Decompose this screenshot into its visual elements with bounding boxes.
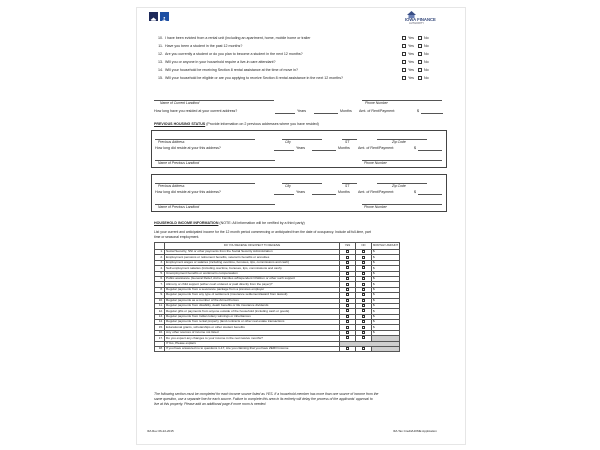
question-11-no-label: No	[424, 44, 429, 48]
income-row-text: Regular payments from disability, death benefits or life insurance dividends	[165, 303, 340, 308]
income-row-text: Employment wages or salaries (including overtime, bonuses, tips, commissions and cash)	[165, 260, 340, 265]
income-row-text: Regular payments as a member of the Armed Forces	[165, 298, 340, 303]
income-row-num: 14.	[155, 320, 165, 325]
income-row-no-checkbox[interactable]	[362, 283, 365, 286]
income-row-amount-field[interactable]: $	[372, 266, 400, 271]
income-row-no-checkbox[interactable]	[362, 326, 365, 329]
income-row-text: If you have answered no to questions 1-17, Are you claiming that you have ZERO income	[165, 347, 340, 352]
question-13-yes-label: Yes	[408, 60, 414, 64]
income-row-amount-field[interactable]: $	[372, 298, 400, 303]
prev2-phone-label: Phone Number	[364, 205, 387, 209]
income-row-text: Regular gifts or payments from anyone outside of the household (including cash or goods)	[165, 309, 340, 314]
income-row-no-checkbox[interactable]	[362, 256, 365, 259]
prev1-landlord-label: Name of Previous Landlord	[158, 161, 200, 165]
prev2-zip-label: Zip Code	[392, 184, 406, 188]
income-row-text: Do you expect any changes to your income in the next twelve months?	[165, 336, 340, 341]
current-years-field[interactable]	[275, 113, 295, 114]
question-11-yes-checkbox[interactable]	[402, 44, 406, 48]
income-row-num: 18.	[155, 347, 165, 352]
income-row-no-checkbox[interactable]	[362, 261, 365, 264]
prev2-months-label: Months	[338, 190, 350, 194]
income-row-amount-field[interactable]: $	[372, 309, 400, 314]
income-row-no-checkbox[interactable]	[362, 304, 365, 307]
prev2-rent-label: Amt. of Rent/Payment:	[358, 190, 395, 194]
question-13-no-label: No	[424, 60, 429, 64]
income-row-yes-checkbox[interactable]	[346, 277, 349, 280]
prev2-rent-field[interactable]	[418, 194, 442, 195]
question-15-yes-checkbox[interactable]	[402, 76, 406, 80]
income-row-text: Employment pensions or retirement benefits, veteran's benefits or annuities	[165, 255, 340, 260]
income-row-text: Regular payments from rental property (land contracts or other real estate transactions	[165, 320, 340, 325]
footer-revision: IFA Rev 06-22-2015	[147, 429, 174, 433]
income-row-no-checkbox[interactable]	[362, 331, 365, 334]
income-row-text: Self-employment salaries (including overtime, bonuses, tips, commissions and cash)	[165, 266, 340, 271]
question-12-yes-label: Yes	[408, 52, 414, 56]
income-row-amount-field[interactable]: $	[372, 287, 400, 292]
income-row-yes-checkbox[interactable]	[346, 331, 349, 334]
income-row-amount-field[interactable]: $	[372, 325, 400, 330]
current-rent-label: Amt. of Rent/Payment:	[359, 109, 396, 113]
income-row-text: Regular payments from Indian lottery winnings or inheritances	[165, 314, 340, 319]
income-row-yes-checkbox[interactable]	[346, 320, 349, 323]
income-row-text: Alimony or child support (either court ordered or paid directly from the payer)?	[165, 282, 340, 287]
question-15-no-label: No	[424, 76, 429, 80]
income-table	[154, 242, 400, 352]
income-row-no-checkbox[interactable]	[362, 320, 365, 323]
prev1-years-field[interactable]	[274, 150, 294, 151]
question-11-no-checkbox[interactable]	[418, 44, 422, 48]
question-13: 13. Will you or anyone in your household require a live-in care attendant?	[158, 60, 276, 64]
income-row-no-checkbox[interactable]	[362, 299, 365, 302]
prev1-rent-label: Amt. of Rent/Payment:	[358, 146, 395, 150]
logo-subtitle: AUTHORITY	[409, 22, 424, 25]
income-row-num: 2.	[155, 255, 165, 260]
income-row-amount-field[interactable]: $	[372, 293, 400, 298]
income-row-amount-field[interactable]: $	[372, 250, 400, 255]
footer-paragraph-2: same question, use a separate line for each source. Failure to complete this area in its entirety will delay the process of the applicants' approval to	[154, 397, 373, 401]
prev1-rent-dollar: $	[414, 146, 416, 150]
income-row-no-checkbox[interactable]	[362, 347, 365, 350]
income-row-no-checkbox[interactable]	[362, 288, 365, 291]
question-13-yes-checkbox[interactable]	[402, 60, 406, 64]
income-row-yes-checkbox[interactable]	[346, 336, 349, 339]
prev2-address-label: Previous Address	[158, 184, 185, 188]
question-10-no-checkbox[interactable]	[418, 36, 422, 40]
question-12-yes-checkbox[interactable]	[402, 52, 406, 56]
question-14: 14. Will your household be receiving Section 8 rental assistance at the time of move in?	[158, 68, 299, 72]
equal-housing-opportunity-icon	[149, 12, 158, 21]
income-row-text: Any other sources of income not listed	[165, 330, 340, 335]
income-row-yes-checkbox[interactable]	[346, 261, 349, 264]
income-row-num: 4.	[155, 266, 165, 271]
prev1-resided-label: How long did reside at your this address?	[155, 146, 221, 150]
prev1-months-field[interactable]	[312, 150, 336, 151]
question-12-no-checkbox[interactable]	[418, 52, 422, 56]
footer-form-title: IFA Tax Credit/HOME Application	[393, 429, 437, 433]
col-yes-header: YES	[340, 243, 356, 250]
question-12-no-label: No	[424, 52, 429, 56]
income-row-no-checkbox[interactable]	[362, 315, 365, 318]
prev2-city-label: City	[285, 184, 291, 188]
income-row-amount-field[interactable]: $	[372, 260, 400, 265]
income-row-num: 16.	[155, 330, 165, 335]
previous-housing-heading: PREVIOUS HOUSING STATUS (Provide information on 2 previous addresses where you have resided)	[154, 122, 319, 126]
income-row-yes-checkbox[interactable]	[346, 272, 349, 275]
income-row-num: 5.	[155, 271, 165, 276]
income-instructions-2: time or seasonal employment.	[154, 235, 200, 239]
prev1-phone-label: Phone Number	[364, 161, 387, 165]
income-row-text: Public assistance (General Relief, Aid to Families w/Dependent Children or other such support	[165, 276, 340, 281]
form-page	[137, 8, 465, 444]
income-row-amount-field[interactable]: $	[372, 320, 400, 325]
prev2-years-field[interactable]	[274, 194, 294, 195]
question-14-no-checkbox[interactable]	[418, 68, 422, 72]
income-row-no-checkbox[interactable]	[362, 293, 365, 296]
income-row-no-checkbox[interactable]	[362, 266, 365, 269]
previous-address-box-2	[151, 174, 447, 212]
footer-paragraph-1: The following section must be completed for each income source listed as YES. If a household member has more than one source of income from the	[154, 392, 379, 396]
question-10-yes-checkbox[interactable]	[402, 36, 406, 40]
income-row-amount-field[interactable]: $	[372, 276, 400, 281]
income-row-no-checkbox[interactable]	[362, 250, 365, 253]
col-no-header: NO	[356, 243, 372, 250]
prev1-months-label: Months	[338, 146, 350, 150]
prev2-st-label: ST	[345, 184, 350, 188]
income-row-text: Unemployment benefits or workman's compensation	[165, 271, 340, 276]
current-rent-field[interactable]	[421, 113, 443, 114]
income-row-num: 1.	[155, 250, 165, 255]
question-10-no-label: No	[424, 36, 429, 40]
prev1-years-label: Years	[296, 146, 306, 150]
income-row-no-checkbox[interactable]	[362, 277, 365, 280]
question-15-no-checkbox[interactable]	[418, 76, 422, 80]
question-14-yes-label: Yes	[408, 68, 414, 72]
income-row-num: 17.	[155, 336, 165, 341]
income-row-num: 15.	[155, 325, 165, 330]
current-months-label: Months	[340, 109, 352, 113]
income-row-amount-field[interactable]: $	[372, 255, 400, 260]
prev2-months-field[interactable]	[312, 194, 336, 195]
current-resided-label: How long have you resided at your current address?	[154, 109, 238, 113]
income-row-text: If Yes, Please explain:	[165, 341, 340, 346]
income-row-text: Educational grants, scholarships or other student benefits	[165, 325, 340, 330]
prev2-resided-label: How long did reside at your this address?	[155, 190, 221, 194]
income-row-yes-checkbox[interactable]	[346, 347, 349, 350]
col-amount-header: MONTHLY AMOUNT	[372, 243, 400, 250]
income-row-yes-checkbox[interactable]	[346, 315, 349, 318]
income-row-yes-checkbox[interactable]	[346, 304, 349, 307]
income-row-num: 7.	[155, 282, 165, 287]
income-row-amount-field[interactable]: $	[372, 303, 400, 308]
question-11: 11. Have you been a student in the past 12 months?	[158, 44, 243, 48]
income-row-yes-checkbox[interactable]	[346, 288, 349, 291]
income-row-yes-checkbox[interactable]	[346, 326, 349, 329]
question-11-yes-label: Yes	[408, 44, 414, 48]
previous-address-box-1	[151, 130, 447, 168]
income-row-amount-field[interactable]: $	[372, 271, 400, 276]
wheelchair-accessibility-icon	[160, 12, 169, 21]
income-table-row	[155, 347, 400, 352]
prev2-years-label: Years	[296, 190, 306, 194]
income-row-amount-field[interactable]: $	[372, 282, 400, 287]
question-13-no-checkbox[interactable]	[418, 60, 422, 64]
income-row-no-checkbox[interactable]	[362, 336, 365, 339]
prev2-rent-dollar: $	[414, 190, 416, 194]
income-row-amount-field[interactable]: $	[372, 330, 400, 335]
income-row-num: 12.	[155, 309, 165, 314]
income-row-num: 3.	[155, 260, 165, 265]
question-10: 10. I have been evicted from a rental unit (including an apartment, home, mobile home or trailer	[158, 36, 311, 40]
income-row-yes-checkbox[interactable]	[346, 309, 349, 312]
current-years-label: Years	[297, 109, 307, 113]
income-heading: HOUSEHOLD INCOME INFORMATION (NOTE: All information will be verified by a third party)	[154, 221, 305, 225]
income-row-yes-checkbox[interactable]	[346, 266, 349, 269]
income-row-num: 11.	[155, 303, 165, 308]
income-row-yes-checkbox[interactable]	[346, 256, 349, 259]
question-15-yes-label: Yes	[408, 76, 414, 80]
current-months-field[interactable]	[314, 113, 338, 114]
prev1-rent-field[interactable]	[418, 150, 442, 151]
income-row-no-checkbox[interactable]	[362, 309, 365, 312]
income-row-num: 8.	[155, 287, 165, 292]
income-instructions-1: List your current and anticipated income for the 12 month period commencing or anticipated from the date of occupancy. Include all full-time, part	[154, 230, 371, 234]
question-14-yes-checkbox[interactable]	[402, 68, 406, 72]
income-row-yes-checkbox[interactable]	[346, 299, 349, 302]
prev1-zip-label: Zip Code	[392, 140, 406, 144]
question-14-no-label: No	[424, 68, 429, 72]
current-landlord-label: Name of Current Landlord	[160, 101, 200, 105]
question-15: 15. Will your household be eligible or are you applying to receive Section 8 rental assistance in the next 12 months?	[158, 76, 343, 80]
income-row-amount-disabled	[372, 347, 400, 352]
income-row-text: Regular payments from any type of settlement (insurance settlement/award from lawsuit)	[165, 293, 340, 298]
income-row-num: 10.	[155, 298, 165, 303]
income-row-no-checkbox[interactable]	[362, 272, 365, 275]
income-row-yes-checkbox[interactable]	[346, 250, 349, 253]
income-row-num: 13.	[155, 314, 165, 319]
income-row-text: Social Security, SSI or other payments from the Social Security Administration	[165, 250, 340, 255]
prev1-st-label: ST	[345, 140, 350, 144]
question-12: 12. Are you currently a student or do you plan to become a student in the next 12 months?	[158, 52, 303, 56]
current-rent-dollar: $	[417, 109, 419, 113]
income-row-yes-checkbox[interactable]	[346, 293, 349, 296]
prev2-landlord-label: Name of Previous Landlord	[158, 205, 200, 209]
footer-paragraph-3: live at this property. Please add an additional page if more room is needed.	[154, 402, 267, 406]
current-landlord-phone-label: Phone Number	[365, 101, 388, 105]
income-row-num: 9.	[155, 293, 165, 298]
income-row-amount-field[interactable]: $	[372, 314, 400, 319]
question-10-yes-label: Yes	[408, 36, 414, 40]
income-row-text: Regular payments from a severance package from a previous employer	[165, 287, 340, 292]
logo-name: IOWA FINANCE	[405, 17, 436, 22]
income-row-yes-checkbox[interactable]	[346, 283, 349, 286]
col-question-header: DO YOU RECEIVE OR EXPECT TO RECEIVE	[165, 243, 340, 250]
prev1-city-label: City	[285, 140, 291, 144]
income-row-num: 6.	[155, 276, 165, 281]
prev1-address-label: Previous Address	[158, 140, 185, 144]
